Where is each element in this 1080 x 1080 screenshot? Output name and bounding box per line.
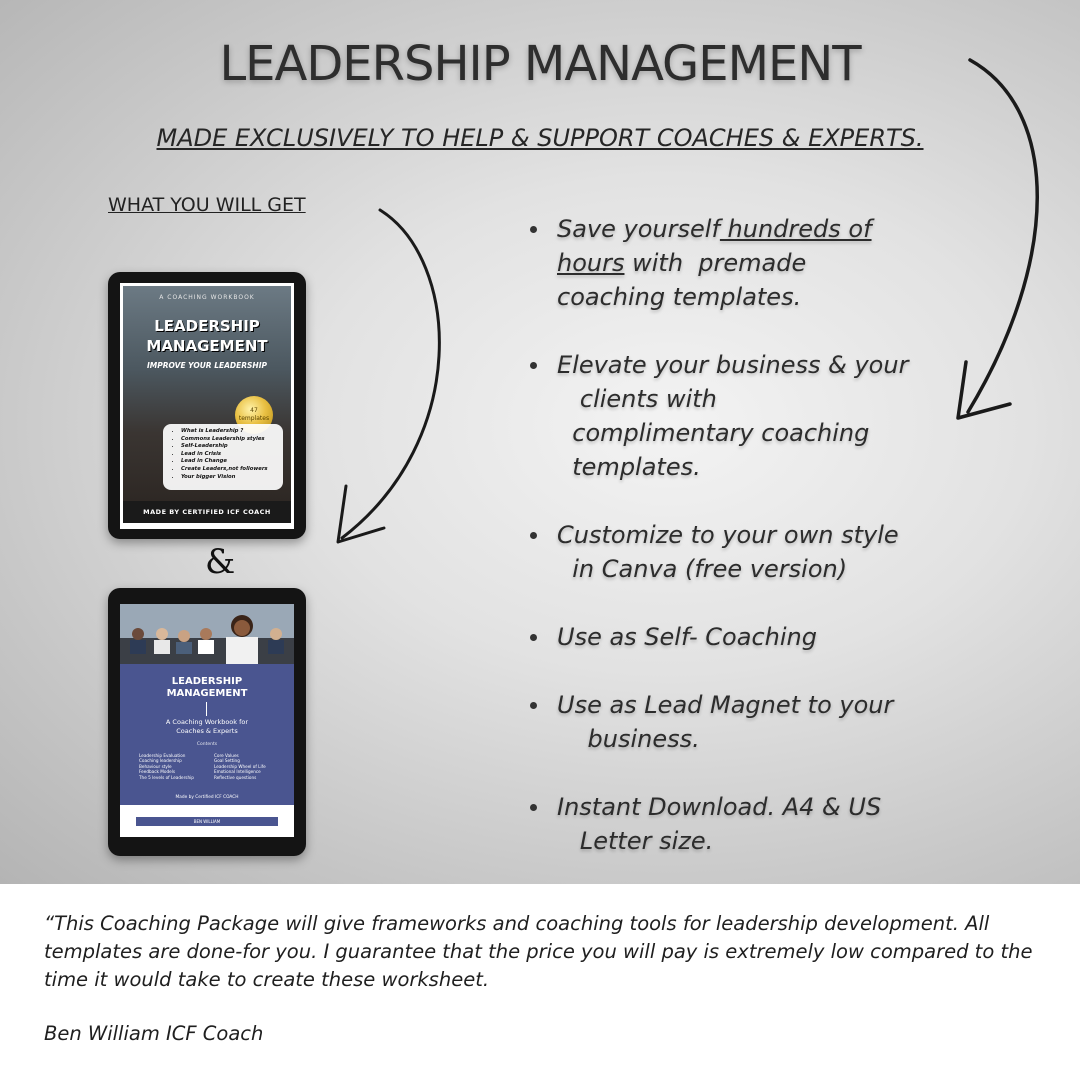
section-label: WHAT YOU WILL GET [108, 194, 306, 216]
cover-footer: MADE BY CERTIFIED ICF COACH [123, 501, 291, 523]
contents-item: The 5 levels of Leadership [139, 774, 194, 780]
contents-item: • Create Leaders,not followers [181, 466, 277, 474]
contents-item: • Lead in Crisis [181, 451, 277, 459]
contents-item: Goal Setting [214, 758, 240, 764]
contents-item: • Commons Leadership styles [181, 436, 277, 444]
contents-item: Feedback Models [139, 769, 176, 775]
contents-item: Leadership Wheel of Life [214, 763, 266, 769]
benefit-item [530, 620, 817, 654]
ampersand: & [205, 542, 236, 582]
cover-title: LEADERSHIP MANAGEMENT [146, 317, 268, 355]
bullet-icon [530, 226, 537, 233]
bullet-icon [530, 702, 537, 709]
bullet-icon [530, 804, 537, 811]
bullet-icon [530, 634, 537, 641]
cover-kicker: A COACHING WORKBOOK [159, 294, 255, 301]
benefit-text: Use as Lead Magnet to your business. [557, 691, 894, 753]
contents-column-1 [139, 753, 194, 780]
benefit-text: Elevate your business & your clients with complimentary coaching templates. [557, 351, 909, 481]
benefit-text: Use as Self- Coaching [557, 623, 817, 651]
contents-item: • Lead in Change [181, 458, 277, 466]
contents-item: • Your bigger Vision [181, 474, 277, 482]
benefit-text: Customize to your own style in Canva (free version) [557, 521, 899, 583]
page-title: LEADERSHIP MANAGEMENT [219, 36, 861, 92]
cover-made-by: Made by Certified ICF COACH [175, 795, 239, 800]
benefit-item [530, 212, 872, 314]
page-subtitle: MADE EXCLUSIVELY TO HELP & SUPPORT COACHES & EXPERTS. [156, 124, 924, 152]
cover-subtitle: IMPROVE YOUR LEADERSHIP [147, 361, 267, 370]
benefit-item [530, 790, 881, 858]
contents-item: Behaviour style [139, 763, 172, 769]
benefit-item [530, 348, 908, 484]
testimonial-quote: “This Coaching Package will give frameworks and coaching tools for leadership development. All templates are done-for you. I guarantee that the price you will pay is extremely low compared to the time it would take to create these worksheet. [44, 912, 1033, 991]
benefit-item [530, 518, 899, 586]
contents-item: Core Values [214, 753, 239, 758]
bullet-icon [530, 532, 537, 539]
contents-item: • Self-Leadership [181, 443, 277, 451]
contents-column-2 [214, 753, 266, 780]
workbook-cover-2 [120, 604, 294, 837]
benefit-item [530, 688, 893, 756]
workbook-tablet-2 [108, 588, 306, 856]
cover-band [120, 664, 294, 805]
benefit-text: Instant Download. A4 & US Letter size. [557, 793, 882, 855]
cover-contents [163, 424, 283, 490]
cover-photo [120, 604, 294, 664]
cover-button: BEN WILLIAM [136, 817, 278, 826]
contents-item: Emotional Intelligence [214, 769, 261, 775]
contents-item: • What is Leadership ? [181, 428, 277, 436]
workbook-tablet-1 [108, 272, 306, 539]
bullet-icon [530, 362, 537, 369]
cover-title: LEADERSHIP MANAGEMENT [166, 676, 248, 699]
workbook-cover-1 [120, 283, 294, 529]
cover-subtitle: A Coaching Workbook for Coaches & Experts [165, 718, 249, 735]
templates-badge: 47 templates [235, 396, 273, 434]
contents-item: Leadership Evaluation [139, 753, 186, 758]
benefit-text: Save yourself hundreds of hours with premade coaching templates. [557, 215, 872, 311]
contents-item: Reflective questions [214, 774, 257, 780]
contents-label: Contents [196, 742, 218, 747]
testimonial-author: Ben William ICF Coach [44, 1022, 264, 1045]
contents-item: Coaching leadership [139, 758, 182, 764]
